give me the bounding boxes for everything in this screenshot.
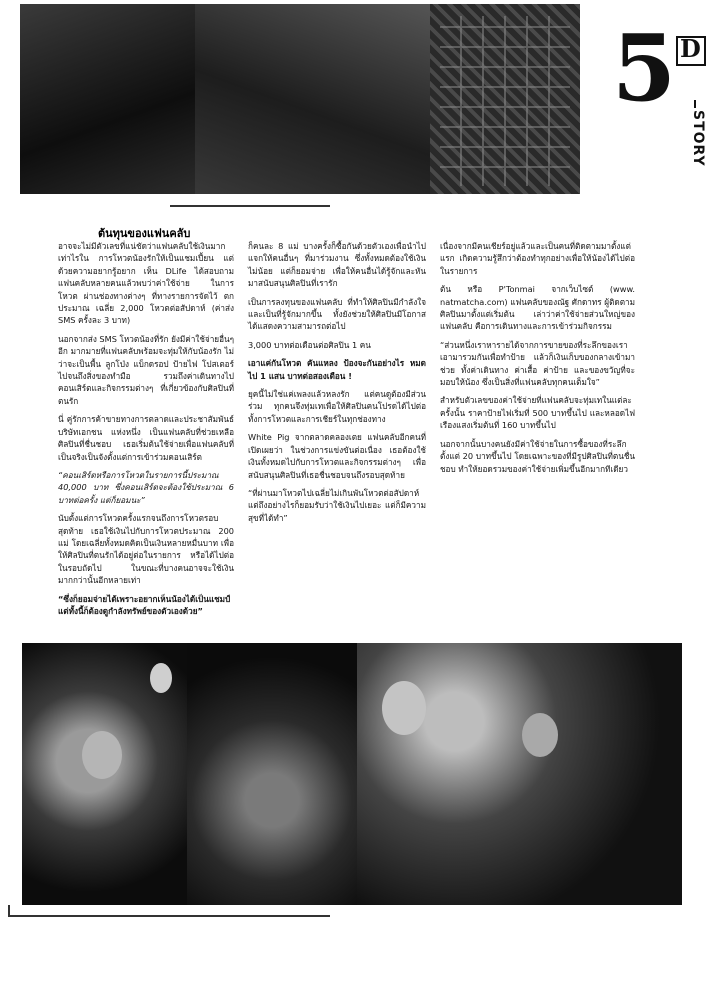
raised-hand	[150, 663, 172, 693]
paragraph: White Pig จากตลาดคลองเตย แฟนคลับอีกคนที่เปิดเผยว่า ในช่วงการแข่งขันต่อเนื่อง เธอต้องใช้เงินทั้งหมดไปกับการโหวตและกิจกรรมต่างๆ เพื่อสนับสนุนศิลปินที่เธอชื่นชอบจนถึงรอบสุดท้าย	[248, 432, 426, 480]
photo-graffiti-wall	[195, 4, 430, 194]
quote-paragraph: “ซึ่งก็ยอมจ่ายได้เพราะอยากเห็นน้องได้เป็นแชมป์ แต่ทั้งนี้ก็ต้องดูกำลังทรัพย์ของตัวเองด้วย”	[58, 593, 231, 616]
dlife-logo-letter: D	[680, 34, 701, 63]
picture-board-grid	[440, 16, 570, 186]
section-divider	[694, 100, 696, 108]
quote-paragraph: “คอนเสิร์ตหรือการโหวตในรายการนี้ประมาณ 40,000 บาท ซึ่งคอนเสิร์ตจะต้องใช้ประมาณ 6 บาทต่อครั้ง แต่ก็ยอมนะ”	[58, 469, 234, 505]
paragraph: ก็คนละ 8 แม่ บางครั้งก็ซื้อกันด้วยตัวเองเพื่อนำไปแจกให้คนอื่นๆ ที่มาร่วมงาน ซึ่งทั้งหมดต้องใช้เงินไม่น้อย แต่ก็ยอมจ่าย เพื่อให้คนอื่นได้รู้จักและหันมาสนับสนุนศิลปินที่เรารัก	[248, 241, 426, 289]
paragraph: ยุคนี้ไม่ใช่แค่เพลงแล้วหลงรัก แต่คนดูต้องมีส่วนร่วม ทุกคนจึงทุ่มเทเพื่อให้ศิลปินคนโปรดได้ไปต่อ ทั้งการโหวตและการเชียร์ในทุกช่องทาง	[248, 389, 426, 424]
subheading: เอาแค่กันโหวต คันแหลง ป้องจะกันอย่างไร หมดไป 1 แสน บาทต่อสองเดือน !	[248, 358, 426, 381]
headline-rule	[170, 205, 330, 207]
section-label: STORY	[690, 110, 706, 167]
paragraph: นับตั้งแต่การโหวตครั้งแรกจนถึงการโหวตรอบสุดท้าย เธอใช้เงินไปกับการโหวตประมาณ 200 แม่ โดยเฉลี่ยทั้งหมดคิดเป็นเงินหลายหมื่นบาท เพื่อให้ศิลปินที่ตนรักได้อยู่ต่อในรายการ หรือได้ไปต่อในรอบถัดไป ในขณะที่บางคนอาจจะใช้เงินมากกว่านั้นอีกหลายเท่า	[58, 513, 234, 586]
top-photo-strip	[20, 4, 580, 194]
face	[382, 681, 426, 735]
paragraph: อาจจะไม่มีตัวเลขที่แน่ชัดว่าแฟนคลับใช้เงินมากเท่าไรใน การโหวตน้องรักให้เป็นแชมเปี้ยน แต่ด้วยความอยากรู้อยาก เห็น DLife ได้สอบถามแฟนคลับหลายคนแล้วพบว่าค่าใช้จ่าย ในการโหวต ผ่านช่องทางต่างๆ ที่ทางรายการจัดไว้ ตกประมาณ เฉลี่ย 2,000 โหวตต่อสัปดาห์ (ค่าส่ง SMS ครั้งละ 3 บาท)	[58, 241, 234, 326]
paragraph: นอกจากนั้นบางคนยังมีค่าใช้จ่ายในการซื้อของที่ระลึก ตั้งแต่ 20 บาทขึ้นไป โดยเฉพาะของที่มีรูปศิลปินที่ตนชื่นชอบ ทำให้ยอดรวมของค่าใช้จ่ายเพิ่มขึ้นอีกมากทีเดียว	[440, 438, 635, 474]
paragraph: นี่ คู่รักการค้าขายทางการตลาดและประชาสัมพันธ์ บริษัทเอกชน แห่งหนึ่ง เป็นแฟนคลับที่ช่วยเหลือศิลปินที่ชื่นชอบ เธอเริ่มต้นใช้จ่ายเพื่อแฟนคลับที่เป็นจริงเป็นจังตั้งแต่การเข้าร่วมคอนเสิร์ต	[58, 414, 234, 462]
issue-number: 5	[612, 14, 677, 122]
article-column-2	[248, 240, 426, 625]
quote-paragraph: “ที่ผ่านมาโหวตไปเฉลี่ยไม่เกินพันโหวตต่อสัปดาห์ แต่ถึงอย่างไรก็ยอมรับว่าใช้เงินไปเยอะ แต่ก็มีความสุขที่ได้ทำ”	[248, 487, 426, 523]
paragraph: ต้น หรือ P'Tonmai จากเว็บไซต์ (www. natmatcha.com) แฟนคลับของณัฐ ศักดาทร ผู้ติดตามศิลปินมาตั้งแต่เริ่มต้น เล่าว่าค่าใช้จ่ายส่วนใหญ่ของแฟนคลับ คือการเดินทางและการเข้าร่วมกิจกรรม	[440, 284, 636, 332]
quote-paragraph: “ส่วนหนึ่งเราหารายได้จากการขายของที่ระลึกของเรา เอามารวมกันเพื่อทำป้าย แล้วก็เงินเก็บของกลางเข้ามาช่วย ทั้งค่าเดินทาง ค่าเสื้อ ค่าป้าย และของขวัญที่จะมอบให้น้อง ซึ่งเป็นสิ่งที่แฟนคลับทุกคนเต็มใจ”	[440, 339, 635, 388]
paragraph: นอกจากส่ง SMS โหวตน้องที่รัก ยังมีค่าใช้จ่ายอื่นๆ อีก มากมายที่แฟนคลับพร้อมจะทุ่มให้กับน้องรัก ไม่ว่าจะเป็นพื้น ลูกโป่ง แบ็กดรอป ป้ายไฟ โปสเตอร์ ไปจนถึงสิ่งของทำมือ รวมถึงค่าเดินทางไปคอนเสิร์ตและกิจกรรมต่างๆ ที่เกี่ยวข้องกับศิลปินที่ตนรัก	[58, 333, 234, 406]
article-column-3	[440, 240, 635, 625]
photo-fans-with-flowers	[187, 643, 357, 905]
article-column-1	[58, 240, 234, 640]
paragraph: 3,000 บาทต่อเดือนต่อศิลปิน 1 คน	[248, 339, 371, 350]
paragraph: เป็นการลงทุนของแฟนคลับ ที่ทำให้ศิลปินมีกำลังใจและเป็นที่รู้จักมากขึ้น ทั้งยังช่วยให้ศิลปินมีโอกาสได้แสดงความสามารถต่อไป	[248, 296, 426, 332]
face	[522, 713, 558, 757]
face	[82, 731, 122, 779]
photo-fan-banner	[20, 4, 195, 194]
paragraph: สำหรับตัวเลขของค่าใช้จ่ายที่แฟนคลับจะทุ่มเทในแต่ละครั้งนั้น ราคาป้ายไฟเริ่มที่ 500 บาทขึ้นไป และหลอดไฟเรืองแสงเริ่มต้นที่ 160 บาทขึ้นไป	[440, 395, 635, 431]
bottom-rule	[8, 905, 330, 917]
bottom-photo-strip	[22, 643, 682, 905]
paragraph: เนื่องจากมีคนเชียร์อยู่แล้วและเป็นคนที่ติดตามมาตั้งแต่แรก เกิดความรู้สึกว่าต้องทำทุกอย่างเพื่อให้น้องได้ไปต่อในรายการ	[440, 241, 635, 276]
article-headline: ต้นทุนของแฟนคลับ	[98, 227, 191, 240]
